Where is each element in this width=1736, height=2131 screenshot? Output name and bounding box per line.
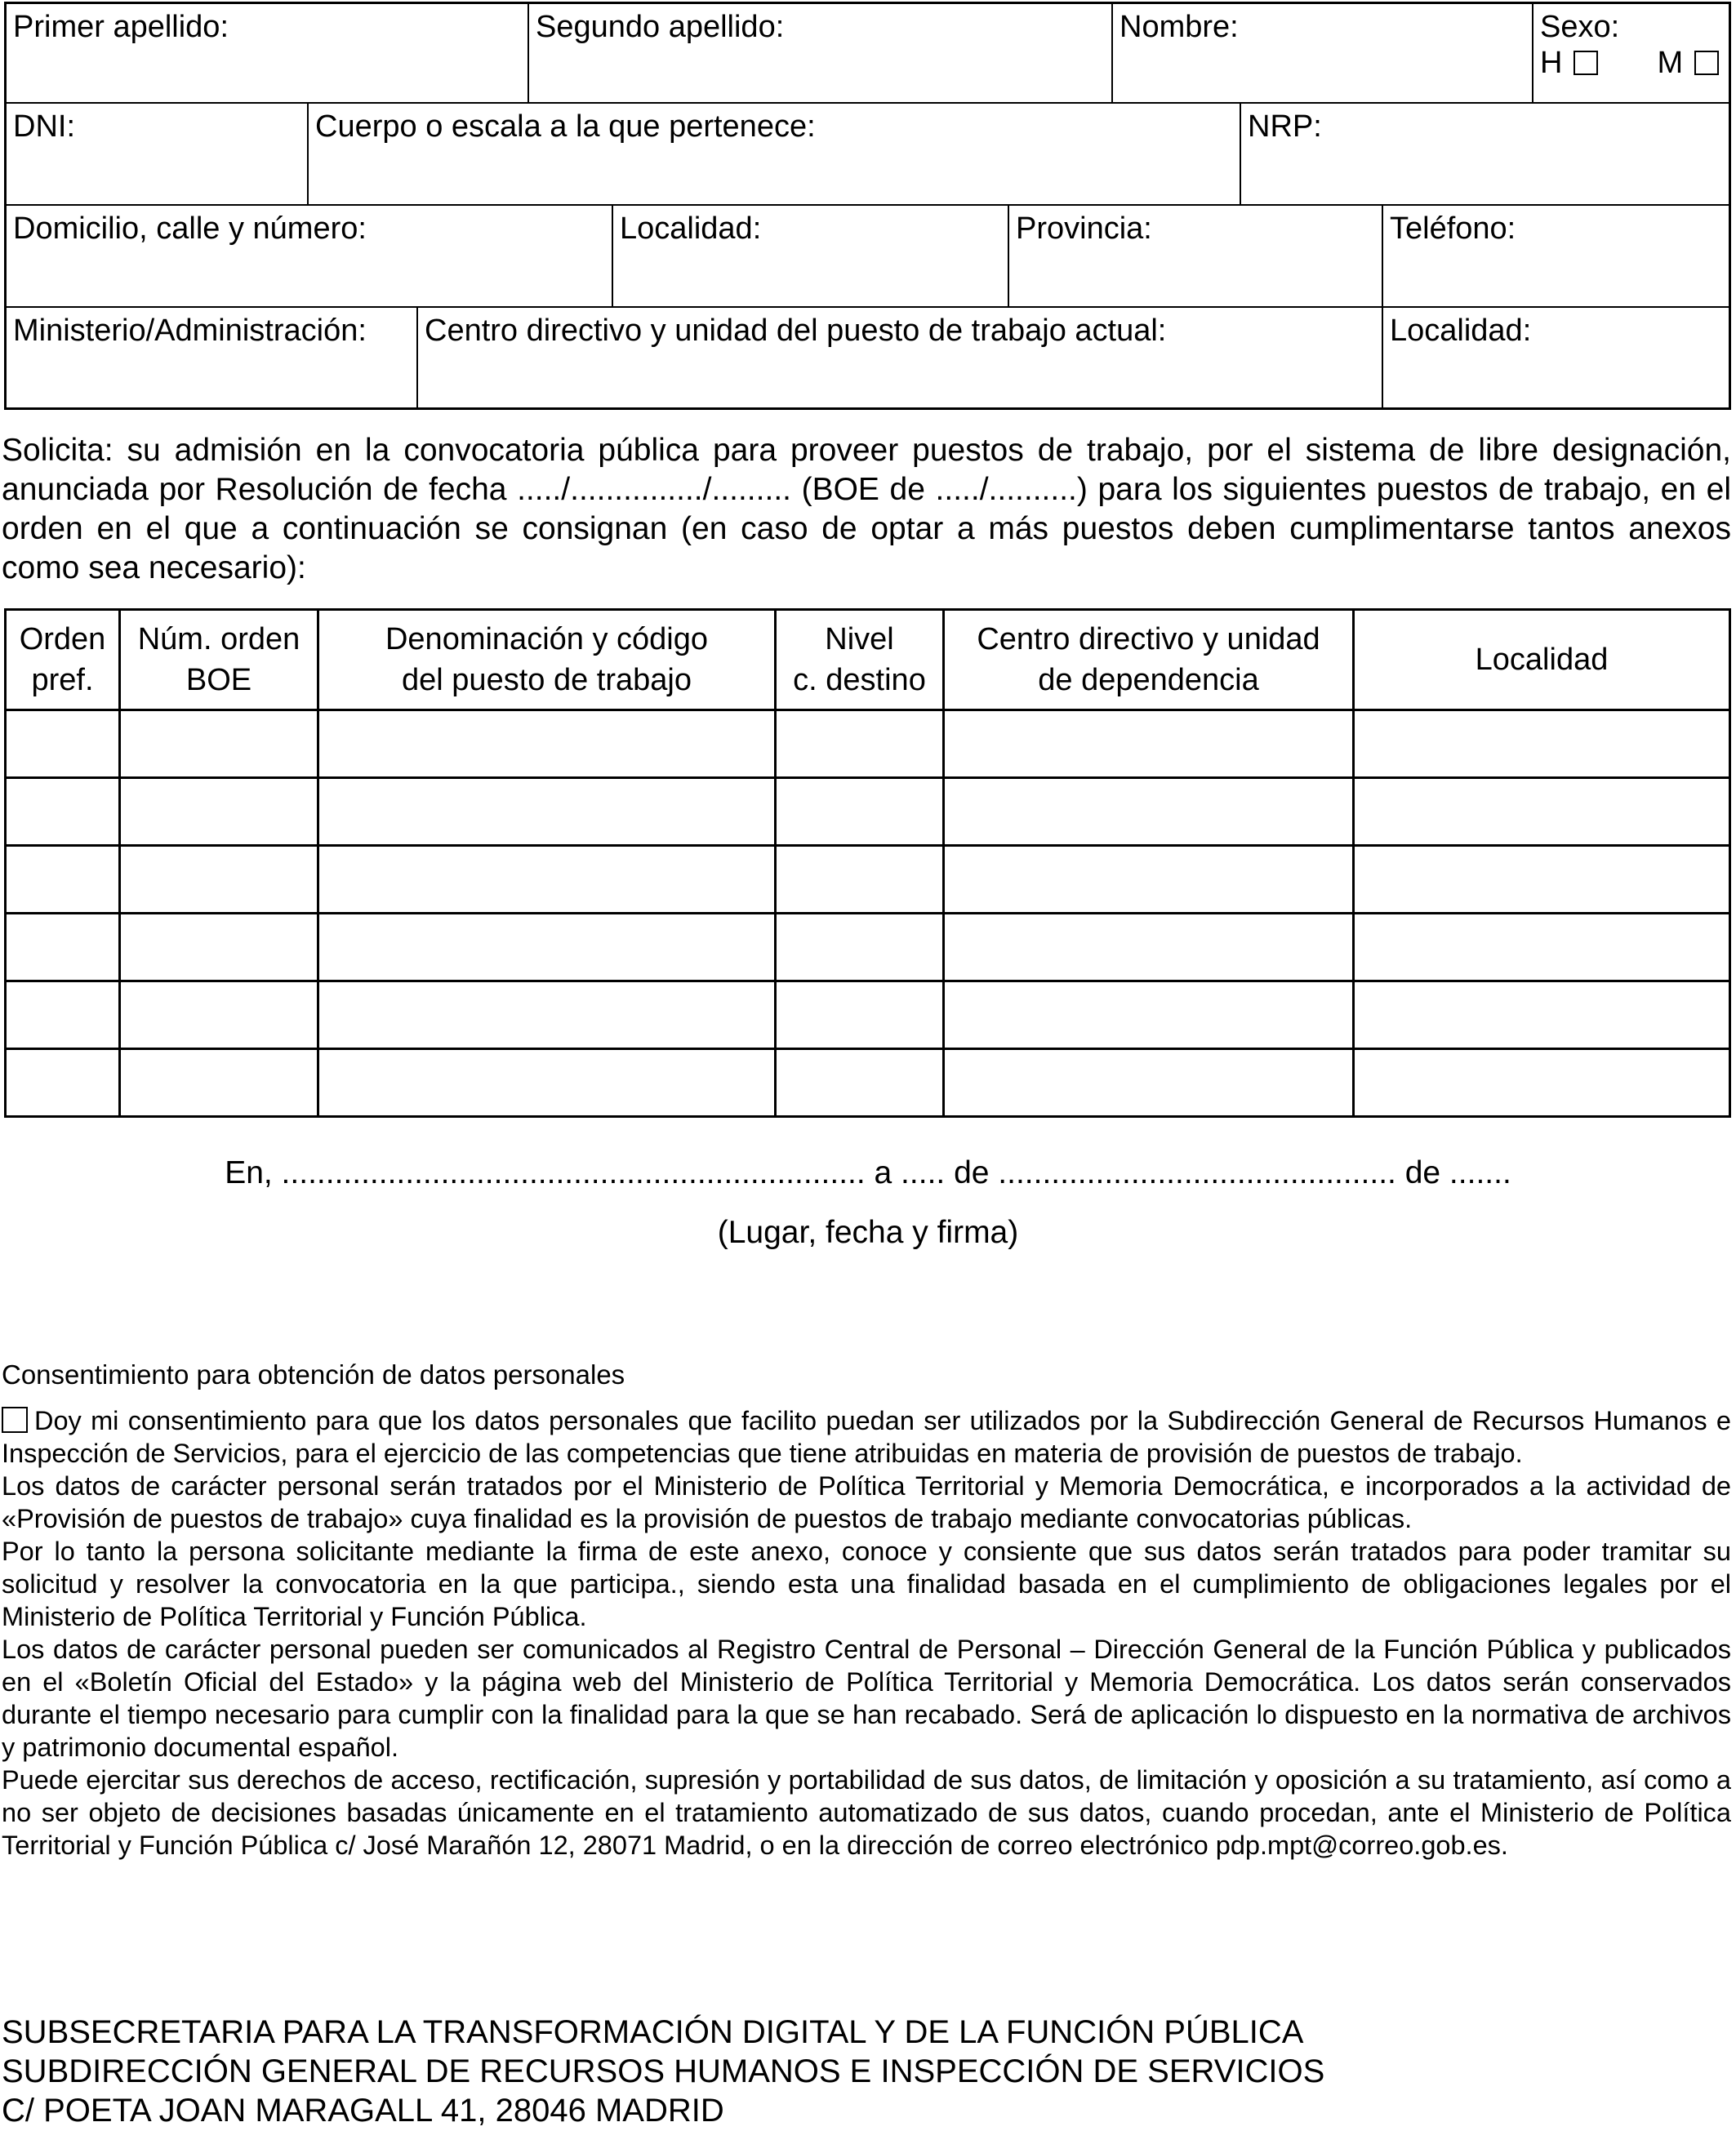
domicilio-label: Domicilio, calle y número:	[13, 211, 367, 246]
table-cell[interactable]	[318, 1049, 776, 1117]
table-cell[interactable]	[318, 846, 776, 914]
col-nivel: Nivel c. destino	[776, 610, 944, 710]
jobs-table	[4, 608, 1731, 1118]
table-cell[interactable]	[6, 914, 120, 981]
nombre-label: Nombre:	[1119, 10, 1239, 44]
localidad-label: Localidad:	[620, 211, 762, 246]
sexo-options	[1540, 45, 1722, 81]
centro-directivo-field[interactable]	[418, 308, 1383, 407]
ministerio-label: Ministerio/Administración:	[13, 314, 367, 348]
table-cell[interactable]	[120, 914, 318, 981]
table-cell[interactable]	[1354, 981, 1730, 1049]
localidad-field[interactable]	[613, 206, 1009, 306]
table-cell[interactable]	[776, 981, 944, 1049]
table-row	[6, 710, 1730, 778]
table-cell[interactable]	[944, 778, 1354, 846]
nrp-label: NRP:	[1248, 109, 1322, 144]
footer-line-2: SUBDIRECCIÓN GENERAL DE RECURSOS HUMANOS E INSPECCIÓN DE SERVICIOS	[2, 2053, 1325, 2089]
consent-title: Consentimiento para obtención de datos personales	[2, 1359, 625, 1390]
footer-line-1: SUBSECRETARIA PARA LA TRANSFORMACIÓN DIGITAL Y DE LA FUNCIÓN PÚBLICA	[2, 2014, 1304, 2050]
table-row	[6, 846, 1730, 914]
sexo-label: Sexo:	[1540, 10, 1620, 44]
table-cell[interactable]	[1354, 846, 1730, 914]
table-cell[interactable]	[944, 1049, 1354, 1117]
table-cell[interactable]	[318, 778, 776, 846]
table-cell[interactable]	[120, 846, 318, 914]
domicilio-field[interactable]	[7, 206, 613, 306]
sexo-m-checkbox[interactable]	[1694, 51, 1719, 75]
table-cell[interactable]	[6, 710, 120, 778]
cuerpo-label: Cuerpo o escala a la que pertenece:	[315, 109, 816, 144]
firma-caption: (Lugar, fecha y firma)	[717, 1215, 1019, 1250]
table-cell[interactable]	[776, 914, 944, 981]
provincia-field[interactable]	[1009, 206, 1383, 306]
nombre-field[interactable]	[1113, 4, 1533, 102]
footer-line-3: C/ POETA JOAN MARAGALL 41, 28046 MADRID	[2, 2093, 724, 2129]
table-cell[interactable]	[6, 778, 120, 846]
personal-row-names	[4, 2, 1731, 104]
centro-directivo-label: Centro directivo y unidad del puesto de trabajo actual:	[425, 314, 1167, 348]
table-row	[6, 778, 1730, 846]
footer-address	[2, 2013, 1324, 2130]
telefono-field[interactable]	[1383, 206, 1729, 306]
table-row	[6, 981, 1730, 1049]
table-cell[interactable]	[120, 710, 318, 778]
table-cell[interactable]	[318, 981, 776, 1049]
table-cell[interactable]	[944, 846, 1354, 914]
consent-checkbox-row	[2, 1404, 1731, 1470]
telefono-label: Teléfono:	[1390, 211, 1516, 246]
personal-row-address	[4, 206, 1731, 308]
localidad-trabajo-field[interactable]	[1383, 308, 1729, 407]
table-cell[interactable]	[120, 778, 318, 846]
nrp-field[interactable]	[1241, 104, 1729, 204]
table-cell[interactable]	[318, 914, 776, 981]
col-denominacion: Denominación y código del puesto de trabajo	[318, 610, 776, 710]
table-cell[interactable]	[944, 914, 1354, 981]
col-orden-pref: Orden pref.	[6, 610, 120, 710]
ministerio-field[interactable]	[7, 308, 418, 407]
primer-apellido-field[interactable]	[7, 4, 529, 102]
primer-apellido-label: Primer apellido:	[13, 10, 229, 44]
consent-paragraph: Los datos de carácter personal pueden ser comunicados al Registro Central de Personal – Dirección General de la Función Pública y publicados en el «Boletín Oficial del Estado» y la página web del Ministerio de Política Territorial y Memoria Democrática. Los datos serán conservados durante el tiempo necesario para cumplir con la finalidad para la que se han recabado. Será de aplicación lo dispuesto en la normativa de archivos y patrimonio documental español.	[2, 1635, 1731, 1762]
table-cell[interactable]	[6, 981, 120, 1049]
provincia-label: Provincia:	[1016, 211, 1152, 246]
personal-row-ids	[4, 104, 1731, 206]
table-cell[interactable]	[776, 846, 944, 914]
solicita-paragraph: Solicita: su admisión en la convocatoria pública para proveer puestos de trabajo, por el sistema de libre designación, anunciada por Resolución de fecha ...../.............../......... (BOE de ...../..........) para los siguientes puestos de trabajo, en el orden en el que a continuación se consignan (en caso de optar a más puestos deben cumplimentarse tantos anexos como sea necesario):	[2, 433, 1731, 585]
col-num-orden-boe: Núm. orden BOE	[120, 610, 318, 710]
segundo-apellido-label: Segundo apellido:	[536, 10, 785, 44]
table-cell[interactable]	[1354, 1049, 1730, 1117]
table-cell[interactable]	[944, 710, 1354, 778]
table-row	[6, 914, 1730, 981]
consent-paragraph: Por lo tanto la persona solicitante mediante la firma de este anexo, conoce y consiente que sus datos serán tratados para poder tramitar su solicitud y resolver la convocatoria en la que participa., siendo esta una finalidad basada en el cumplimiento de obligaciones legales por el Ministerio de Política Territorial y Función Pública.	[2, 1537, 1731, 1631]
table-row	[6, 1049, 1730, 1117]
cuerpo-field[interactable]	[309, 104, 1241, 204]
dni-field[interactable]	[7, 104, 309, 204]
sexo-m-label: M	[1657, 46, 1684, 80]
table-cell[interactable]	[776, 1049, 944, 1117]
col-centro-directivo: Centro directivo y unidad de dependencia	[944, 610, 1354, 710]
table-cell[interactable]	[1354, 710, 1730, 778]
dni-label: DNI:	[13, 109, 75, 144]
table-cell[interactable]	[120, 981, 318, 1049]
sexo-h-checkbox[interactable]	[1574, 51, 1598, 75]
consent-checkbox-text: Doy mi consentimiento para que los datos personales que facilito puedan ser utilizados por la Subdirección General de Recursos Humanos e Inspección de Servicios, para el ejercicio de las competencias que tiene atribuidas en materia de provisión de puestos de trabajo.	[2, 1406, 1731, 1468]
personal-row-work	[4, 308, 1731, 410]
localidad-trabajo-label: Localidad:	[1390, 314, 1532, 348]
consent-body	[2, 1404, 1731, 1862]
table-cell[interactable]	[1354, 914, 1730, 981]
table-cell[interactable]	[318, 710, 776, 778]
sexo-h-label: H	[1540, 46, 1563, 80]
segundo-apellido-field[interactable]	[529, 4, 1113, 102]
consent-paragraph: Los datos de carácter personal serán tratados por el Ministerio de Política Territorial y Memoria Democrática, e incorporados a la actividad de «Provisión de puestos de trabajo» cuya finalidad es la provisión de puestos de trabajo mediante convocatorias públicas.	[2, 1471, 1731, 1533]
jobs-table-header	[6, 610, 1730, 710]
table-cell[interactable]	[1354, 778, 1730, 846]
firma-line[interactable]: En, .................................................................. a ..... de ............................................. de .......	[225, 1155, 1511, 1190]
consent-paragraph: Puede ejercitar sus derechos de acceso, rectificación, supresión y portabilidad de sus datos, de limitación y oposición a su tratamiento, así como a no ser objeto de decisiones basadas únicamente en el tratamiento automatizado de sus datos, cuando procedan, ante el Ministerio de Política Territorial y Función Pública c/ José Marañón 12, 28071 Madrid, o en la dirección de correo electrónico pdp.mpt@correo.gob.es.	[2, 1765, 1731, 1860]
sexo-field	[1533, 4, 1729, 102]
table-cell[interactable]	[776, 710, 944, 778]
table-cell[interactable]	[776, 778, 944, 846]
table-cell[interactable]	[6, 1049, 120, 1117]
consent-checkbox[interactable]	[2, 1407, 28, 1433]
col-localidad: Localidad	[1354, 610, 1730, 710]
table-cell[interactable]	[120, 1049, 318, 1117]
table-cell[interactable]	[944, 981, 1354, 1049]
table-cell[interactable]	[6, 846, 120, 914]
